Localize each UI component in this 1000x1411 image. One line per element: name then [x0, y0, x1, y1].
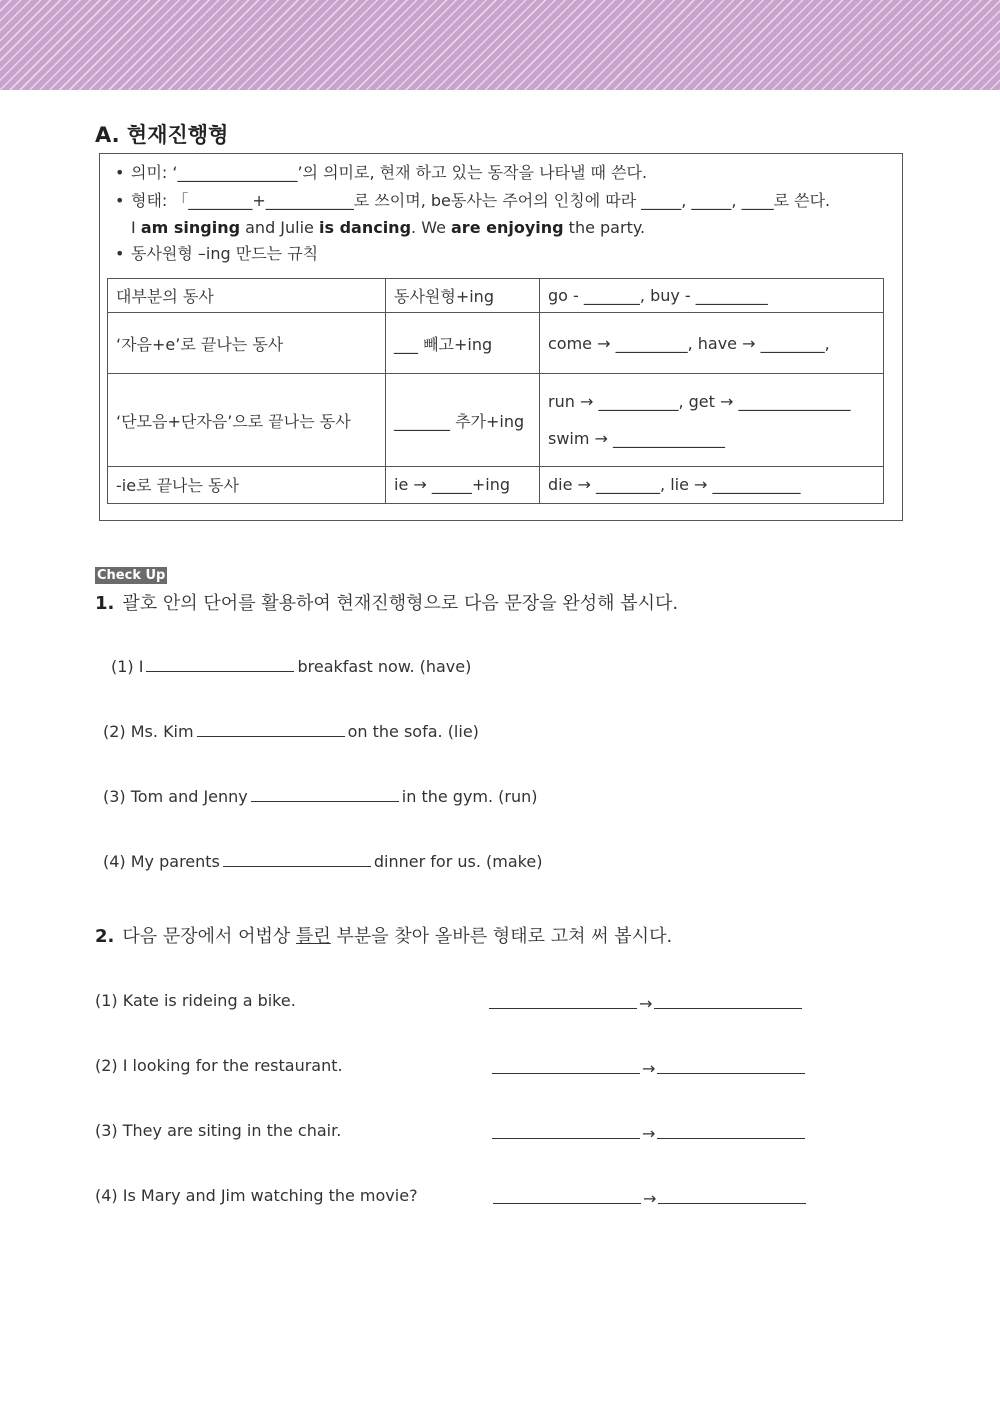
bullet-icon: • [115, 163, 125, 182]
example-part: and Julie [240, 218, 319, 237]
arrow-icon: → [642, 1124, 656, 1143]
correction-answer [491, 1186, 808, 1208]
form-line [115, 190, 830, 212]
question-number: 2. [95, 926, 115, 947]
q2-sentence: (3) They are siting in the chair. [95, 1121, 342, 1140]
answer-blank[interactable] [251, 784, 399, 802]
question-number: 1. [95, 593, 115, 614]
bullet-icon: • [115, 244, 125, 263]
correction-blank[interactable] [657, 1121, 805, 1139]
question-emphasis: 틀린 [296, 926, 331, 947]
arrow-icon: → [643, 1189, 657, 1208]
table-row [108, 466, 884, 503]
header-banner [0, 0, 1000, 90]
verb-type-cell: ‘단모음+단자음’으로 끝나는 동사 [108, 374, 386, 466]
item-prefix: (3) Tom and Jenny [103, 787, 248, 806]
correction-answer [490, 1056, 807, 1078]
wrong-part-blank[interactable] [493, 1186, 641, 1204]
example-cell [540, 374, 884, 466]
item-prefix: (2) Ms. Kim [103, 722, 194, 741]
verb-type-cell: 대부분의 동사 [108, 279, 386, 313]
answer-blank[interactable] [197, 719, 345, 737]
question-text: 부분을 찾아 올바른 형태로 고쳐 써 봅시다. [330, 926, 673, 947]
item-suffix: in the gym. (run) [401, 787, 538, 806]
rule-cell: ie → _____+ing [386, 466, 540, 503]
question-text: 괄호 안의 단어를 활용하여 현재진행형으로 다음 문장을 완성해 봅시다. [122, 593, 679, 614]
section-title: A. 현재진행형 [95, 123, 229, 147]
arrow-icon: → [639, 994, 653, 1013]
example-cell: go - _______, buy - _________ [540, 279, 884, 313]
q1-item [103, 849, 542, 871]
q1-item [103, 784, 538, 806]
check-up-label: Check Up [97, 568, 166, 583]
bullet-icon: • [115, 191, 125, 210]
q2-sentence: (2) I looking for the restaurant. [95, 1056, 343, 1075]
example-line: swim → ______________ [548, 429, 726, 449]
answer-blank[interactable] [223, 849, 371, 867]
q1-item [111, 654, 471, 676]
example-part: I [131, 218, 141, 237]
example-part: . We [411, 218, 451, 237]
correction-answer [487, 991, 804, 1013]
meaning-line [115, 162, 647, 184]
arrow-icon: → [642, 1059, 656, 1078]
q2-sentence: (4) Is Mary and Jim watching the movie? [95, 1186, 418, 1205]
example-cell: come → _________, have → ________, [540, 313, 884, 374]
rule-title: 동사원형 –ing 만드는 규칙 [131, 244, 319, 263]
question-1-heading [95, 589, 678, 615]
correction-blank[interactable] [654, 991, 802, 1009]
wrong-part-blank[interactable] [489, 991, 637, 1009]
correction-blank[interactable] [657, 1056, 805, 1074]
example-cell: die → ________, lie → ___________ [540, 466, 884, 503]
item-suffix: on the sofa. (lie) [347, 722, 479, 741]
verb-type-cell: -ie로 끝나는 동사 [108, 466, 386, 503]
ing-rules-table [107, 278, 884, 504]
q2-sentence: (1) Kate is rideing a bike. [95, 991, 296, 1010]
correction-blank[interactable] [658, 1186, 806, 1204]
wrong-part-blank[interactable] [492, 1121, 640, 1139]
example-line: run → __________, get → ______________ [548, 392, 851, 412]
rule-cell: ___ 빼고+ing [386, 313, 540, 374]
verb-type-cell: ‘자음+e’로 끝나는 동사 [108, 313, 386, 374]
rule-title-line [115, 243, 318, 265]
item-prefix: (4) My parents [103, 852, 220, 871]
item-prefix: (1) I [111, 657, 144, 676]
example-part: the party. [563, 218, 646, 237]
wrong-part-blank[interactable] [492, 1056, 640, 1074]
example-bold: are enjoying [451, 218, 564, 237]
example-bold: am singing [140, 218, 241, 237]
table-row [108, 313, 884, 374]
example-sentence [131, 217, 645, 239]
item-suffix: dinner for us. (make) [373, 852, 543, 871]
q1-item [103, 719, 479, 741]
example-bold: is dancing [318, 218, 412, 237]
correction-answer [490, 1121, 807, 1143]
rule-cell: _______ 추가+ing [386, 374, 540, 466]
question-text: 다음 문장에서 어법상 [122, 926, 297, 947]
meaning-text: 의미: ‘_______________’의 의미로, 현재 하고 있는 동작을 나타낼 때 쓴다. [131, 163, 648, 182]
item-suffix: breakfast now. (have) [297, 657, 472, 676]
form-text: 형태: 「________+___________로 쓰이며, be동사는 주어의 인칭에 따라 _____, _____, ____로 쓴다. [131, 191, 831, 210]
table-row [108, 374, 884, 466]
question-2-heading [95, 922, 672, 948]
table-row [108, 279, 884, 313]
rule-cell: 동사원형+ing [386, 279, 540, 313]
answer-blank[interactable] [146, 654, 294, 672]
